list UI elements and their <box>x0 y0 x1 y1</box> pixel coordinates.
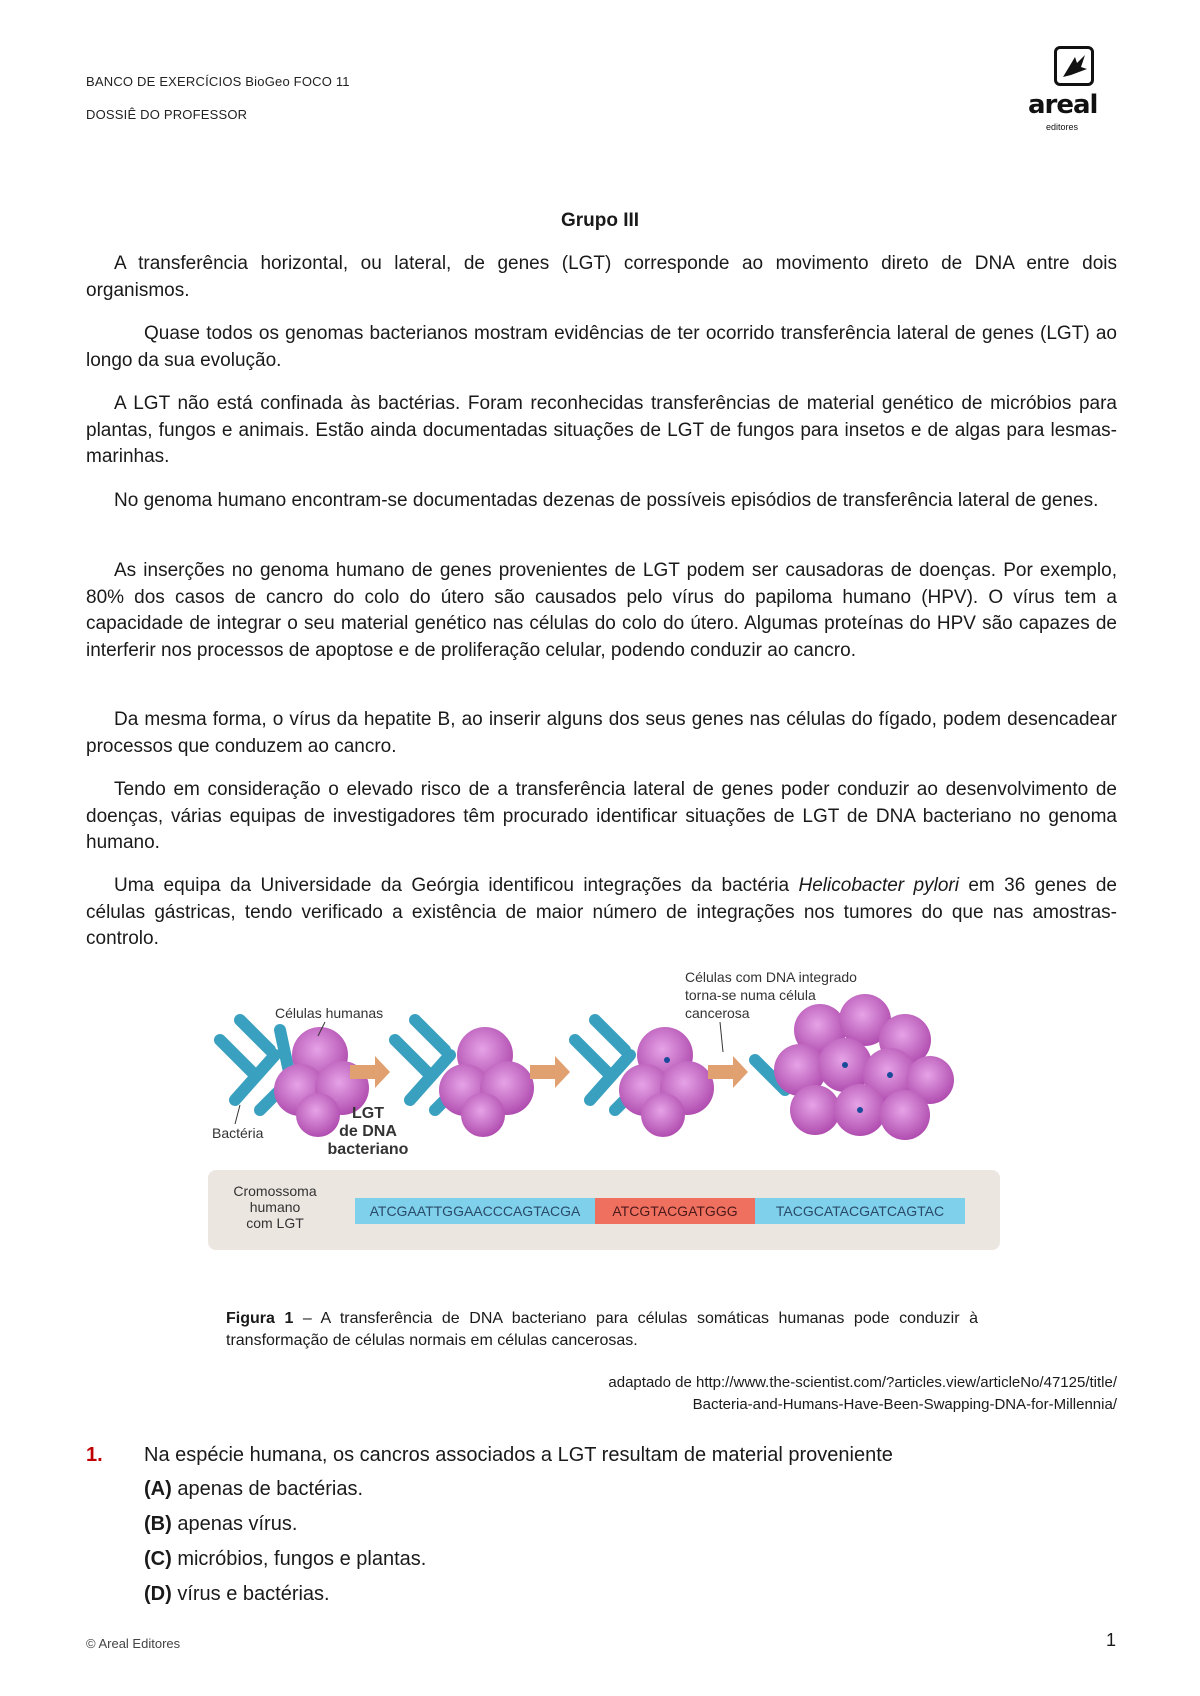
option-b-text: apenas vírus. <box>171 1513 298 1535</box>
species-name: Helicobacter pylori <box>798 875 959 896</box>
logo-word: areal <box>1028 90 1098 120</box>
stage-2-cells <box>395 1020 534 1137</box>
option-c <box>144 1548 426 1571</box>
paragraph-5: As inserções no genoma humano de genes provenientes de LGT podem ser causadoras de doenças. Por exemplo, 80% dos casos de cancro do colo do útero são causados pelo vírus do papiloma humano (HPV). O vírus tem a capacidade de integrar o seu material genético nas células do colo do útero. Algumas proteínas do HPV são capazes de interferir nos processos de apoptose e de proliferação celular, podendo conduzir ao cancro. <box>86 560 1117 661</box>
question-number: 1. <box>86 1444 103 1466</box>
copyright: © Areal Editores <box>86 1636 181 1651</box>
paragraph-2: Quase todos os genomas bacterianos mostram evidências de ter ocorrido transferência lateral de genes (LGT) ao longo da sua evolução. <box>86 323 1117 371</box>
paragraph-8 <box>86 873 1117 953</box>
option-c-text: micróbios, fungos e plantas. <box>171 1548 427 1570</box>
figure-1 <box>200 960 1010 1250</box>
chrom-label-1: Cromossoma <box>233 1183 317 1199</box>
section-title: Grupo III <box>560 210 640 231</box>
stage-1-cells <box>220 1020 369 1137</box>
label-cancer-1: Células com DNA integrado <box>685 969 857 985</box>
option-b <box>144 1513 297 1536</box>
source-line-2: Bacteria-and-Humans-Have-Been-Swapping-DNA-for-Millennia/ <box>692 1396 1117 1413</box>
stage-4-tumour <box>755 994 954 1140</box>
paragraph-8-start: Uma equipa da Universidade da Geórgia identificou integrações da bactéria <box>114 875 799 896</box>
figure-caption-text: – A transferência de DNA bacteriano para células somáticas humanas pode conduzir à transformação de células normais em células cancerosas. <box>226 1310 979 1349</box>
chrom-label-2: humano <box>249 1199 301 1215</box>
figure-caption <box>226 1308 978 1352</box>
option-d-letter: (D) <box>144 1583 172 1605</box>
seq-text-1: ATCGAATTGGAACCCAGTACGA <box>369 1203 581 1219</box>
option-a-text: apenas de bactérias. <box>171 1478 364 1500</box>
figure-source <box>440 1372 1117 1416</box>
option-c-letter: (C) <box>144 1548 172 1570</box>
label-lgt: LGT <box>352 1105 384 1122</box>
option-a-letter: (A) <box>144 1478 172 1500</box>
figure-illustration <box>200 960 1010 1250</box>
figure-caption-label: Figura 1 <box>226 1310 294 1327</box>
option-b-letter: (B) <box>144 1513 172 1535</box>
header-title: BANCO DE EXERCÍCIOS BioGeo FOCO 11 <box>86 74 350 89</box>
label-lgt-dna: de DNA <box>339 1123 397 1140</box>
source-line-1: adaptado de http://www.the-scientist.com/?articles.view/articleNo/47125/title/ <box>608 1374 1117 1391</box>
logo-subtitle: editores <box>1046 122 1079 132</box>
label-cancer-2: torna-se numa célula <box>685 987 816 1003</box>
stage-3-cells <box>575 1020 714 1137</box>
label-human-cells: Células humanas <box>275 1005 384 1021</box>
seq-text-2: ATCGTACGATGGG <box>612 1203 738 1219</box>
chrom-label-3: com LGT <box>246 1215 304 1231</box>
paragraph-3: A LGT não está confinada às bactérias. Foram reconhecidas transferências de material genético de micróbios para plantas, fungos e animais. Estão ainda documentadas situações de LGT de fungos para insetos e de algas para lesmas-marinhas. <box>86 393 1117 467</box>
seq-text-3: TACGCATACGATCAGTAC <box>775 1203 945 1219</box>
page-number: 1 <box>1106 1630 1117 1650</box>
label-lgt-bacterial: bacteriano <box>327 1141 409 1158</box>
arrow-3-icon <box>708 1056 748 1088</box>
arrow-2-icon <box>530 1056 570 1088</box>
publisher-logo <box>1000 46 1130 136</box>
header-subtitle: DOSSIÊ DO PROFESSOR <box>86 107 248 122</box>
paragraph-7: Tendo em consideração o elevado risco de a transferência lateral de genes poder conduzir ao desenvolvimento de doenças, várias equipas de investigadores têm procurado identificar situações de LGT de DNA bacteriano no genoma humano. <box>86 779 1117 853</box>
option-a <box>144 1478 363 1501</box>
paragraph-4: No genoma humano encontram-se documentadas dezenas de possíveis episódios de transferência lateral de genes. <box>114 490 1099 511</box>
question-text: Na espécie humana, os cancros associados a LGT resultam de material proveniente <box>144 1444 893 1466</box>
paragraph-8-end: em 36 genes de células gástricas, tendo verificado a existência de maior número de integrações nos tumores do que nas amostras-controlo. <box>86 875 1117 949</box>
option-d-text: vírus e bactérias. <box>171 1583 330 1605</box>
paragraph-1: A transferência horizontal, ou lateral, de genes (LGT) corresponde ao movimento direto de DNA entre dois organismos. <box>86 253 1117 301</box>
label-bacteria: Bactéria <box>212 1125 264 1141</box>
paragraph-6: Da mesma forma, o vírus da hepatite B, ao inserir alguns dos seus genes nas células do fígado, podem desencadear processos que conduzem ao cancro. <box>86 709 1117 757</box>
option-d <box>144 1583 330 1606</box>
logo-mark-icon <box>1054 46 1094 86</box>
label-cancer-3: cancerosa <box>685 1005 750 1021</box>
